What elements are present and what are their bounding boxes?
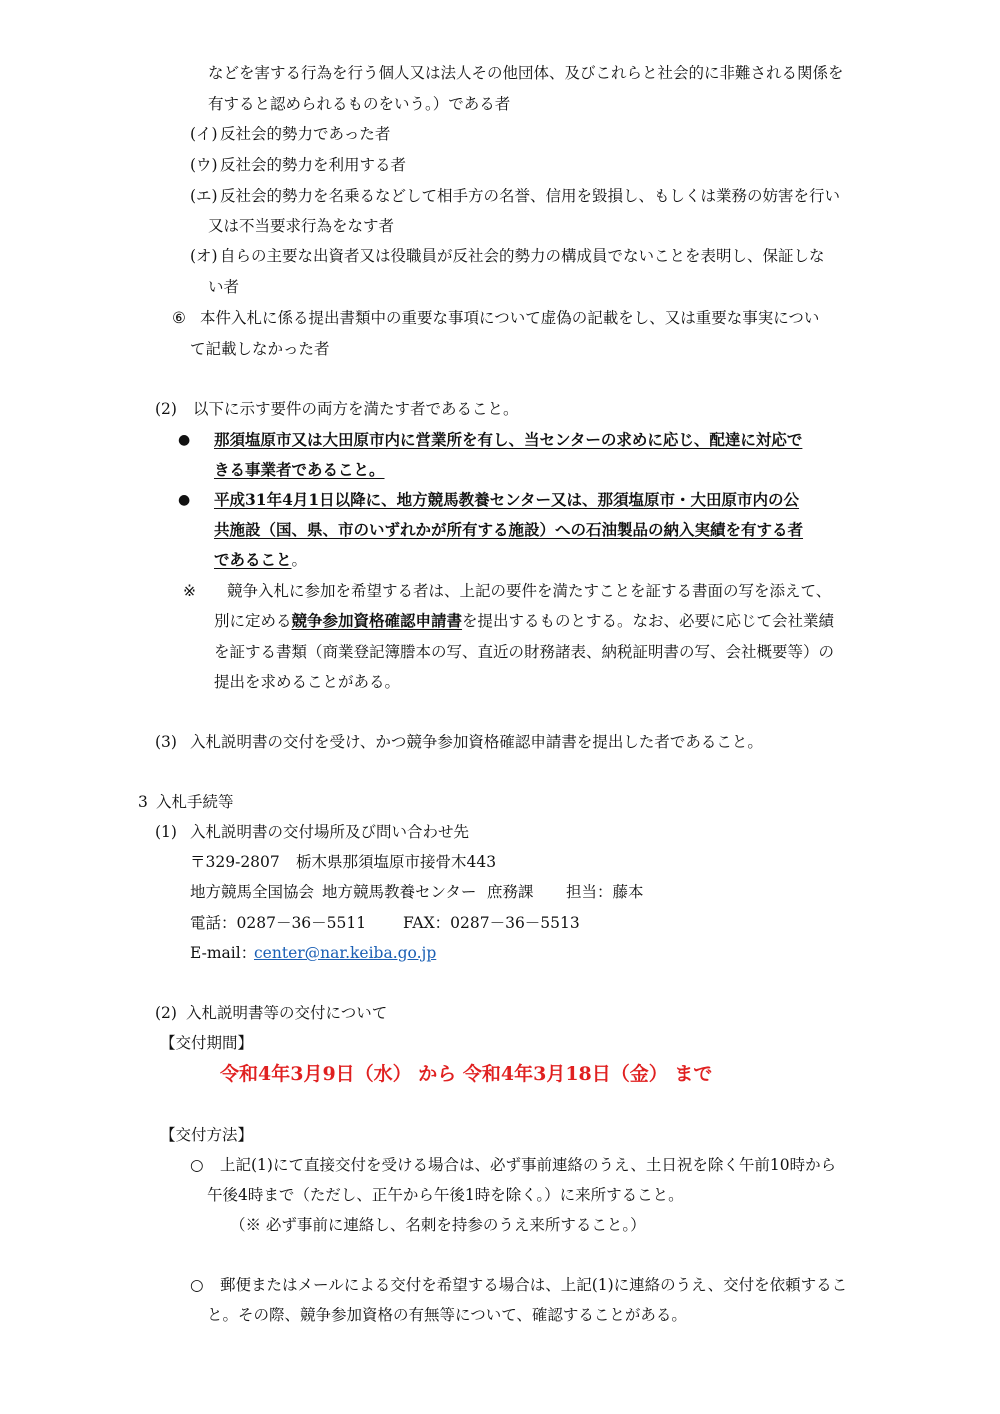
- sub-item-text: 自らの主要な出資者又は役職員が反社会的勢力の構成員でないことを表明し、保証しな: [220, 247, 825, 265]
- org-name: 地方競馬全国協会: [190, 883, 315, 901]
- sub-item-text: 反社会的勢力であった者: [220, 125, 391, 143]
- item6-marker: ⑥: [172, 309, 186, 327]
- continuation-line: 有すると認められるものをいう。）である者: [208, 95, 511, 113]
- delivery-marker: (2): [155, 1004, 177, 1022]
- method1-note: （※ 必ず事前に連絡し、名刺を持参のうえ来所すること。）: [230, 1216, 646, 1234]
- note-text-part: 別に定める: [214, 612, 292, 630]
- contact-marker: (1): [155, 823, 177, 841]
- circle-icon: ○: [190, 1276, 204, 1294]
- heading-number: 3: [138, 793, 148, 811]
- bullet-icon: ●: [178, 492, 191, 508]
- note-text: 提出を求めることがある。: [214, 673, 401, 691]
- requirement-2-period: 。: [291, 551, 308, 569]
- note-text: 競争入札に参加を希望する者は、上記の要件を満たすことを証する書面の写を添えて、: [227, 582, 832, 600]
- fax: FAX：0287－36－5513: [403, 914, 580, 932]
- contact-title: 入札説明書の交付場所及び問い合わせ先: [190, 823, 470, 841]
- section3-marker: (3): [155, 733, 177, 751]
- contact-person: 担当：藤本: [566, 883, 644, 901]
- method-label: 【交付方法】: [160, 1126, 254, 1144]
- phone: 電話：0287－36－5511: [190, 914, 367, 932]
- note-text: を証する書類（商業登記簿謄本の写、直近の財務諸表、納税証明書の写、会社概要等）の: [214, 643, 835, 661]
- section-name: 庶務課: [487, 883, 534, 901]
- method2-text: 郵便またはメールによる交付を希望する場合は、上記(1)に連絡のうえ、交付を依頼するこ: [220, 1276, 848, 1294]
- method2-text: と。その際、競争参加資格の有無等について、確認することがある。: [207, 1306, 687, 1324]
- heading-title: 入札手続等: [156, 793, 234, 811]
- sub-item-marker: (エ): [190, 187, 218, 205]
- sub-item-marker: (ウ): [190, 156, 218, 174]
- requirement-2-text: 共施設（国、県、市のいずれかが所有する施設）への石油製品の納入実績を有する者: [214, 520, 804, 539]
- bullet-icon: ●: [178, 432, 191, 448]
- continuation-line: などを害する行為を行う個人又は法人その他団体、及びこれらと社会的に非難される関係を: [208, 64, 844, 82]
- postal-code: 〒329-2807: [190, 853, 280, 871]
- method1-text: 午後4時まで（ただし、正午から午後1時を除く。）に来所すること。: [207, 1186, 684, 1204]
- sub-item-marker: (イ): [190, 125, 218, 143]
- sub-item-text: 反社会的勢力を名乗るなどして相手方の名誉、信用を毀損し、もしくは業務の妨害を行い: [220, 187, 841, 205]
- section2-text: 以下に示す要件の両方を満たす者であること。: [193, 400, 519, 418]
- item6-text: て記載しなかった者: [190, 340, 330, 358]
- note-marker: ※: [183, 582, 196, 600]
- circle-icon: ○: [190, 1156, 204, 1174]
- requirement-2-text: [214, 549, 307, 571]
- note-text-part: を提出するものとする。なお、必要に応じて会社業績: [462, 612, 835, 630]
- sub-item-text: 又は不当要求行為をなす者: [208, 217, 395, 235]
- requirement-2-text: 平成31年4月1日以降に、地方競馬教養センター又は、那須塩原市・大田原市内の公: [214, 490, 800, 509]
- method1-text: 上記(1)にて直接交付を受ける場合は、必ず事前連絡のうえ、土日祝を除く午前10時から: [220, 1156, 837, 1174]
- address: 栃木県那須塩原市接骨木443: [296, 853, 497, 871]
- requirement-1-text: 那須塩原市又は大田原市内に営業所を有し、当センターの求めに応じ、配達に対応で: [214, 430, 803, 449]
- sub-item-text: 反社会的勢力を利用する者: [220, 156, 407, 174]
- section2-marker: (2): [155, 400, 177, 418]
- item6-text: 本件入札に係る提出書類中の重要な事項について虚偽の記載をし、又は重要な事実につい: [200, 309, 820, 327]
- requirement-2-end: であること: [214, 550, 292, 569]
- delivery-title: 入札説明書等の交付について: [186, 1004, 388, 1022]
- email-label: E-mail：: [190, 944, 257, 962]
- period-label: 【交付期間】: [160, 1034, 254, 1052]
- application-form-name: 競争参加資格確認申請書: [291, 611, 463, 630]
- note-text: [214, 610, 834, 632]
- delivery-period: 令和4年3月9日（水） から 令和4年3月18日（金） まで: [220, 1063, 713, 1085]
- dept-name: 地方競馬教養センター: [322, 883, 477, 901]
- sub-item-marker: (オ): [190, 247, 218, 265]
- sub-item-text: い者: [208, 278, 240, 296]
- section3-text: 入札説明書の交付を受け、かつ競争参加資格確認申請書を提出した者であること。: [190, 733, 763, 751]
- requirement-1-text: きる事業者であること。: [214, 460, 385, 479]
- email-link[interactable]: center@nar.keiba.go.jp: [254, 944, 437, 962]
